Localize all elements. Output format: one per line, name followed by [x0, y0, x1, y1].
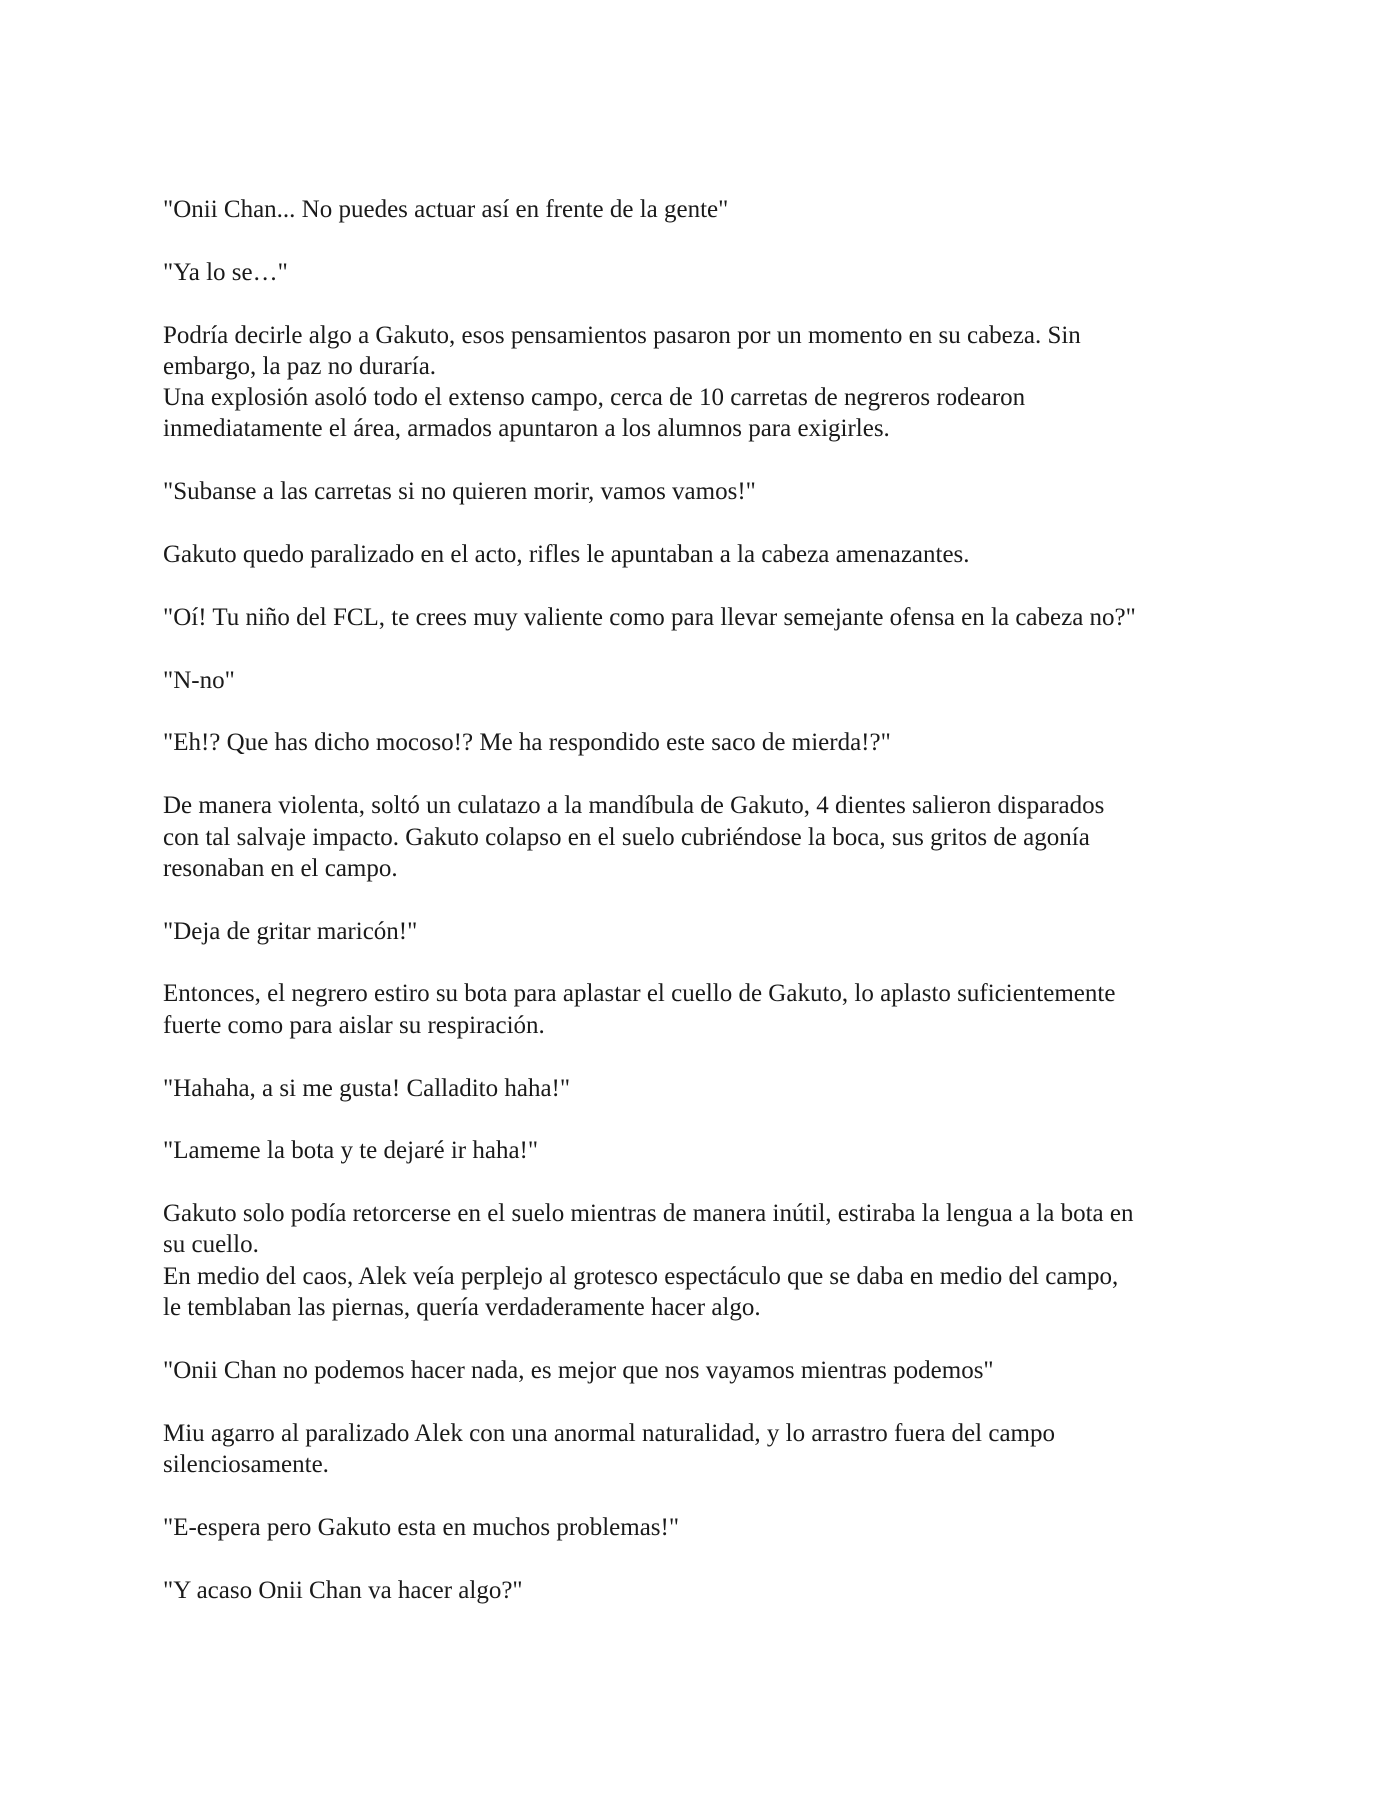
- paragraph: "Onii Chan... No puedes actuar así en frente de la gente": [163, 196, 729, 223]
- paragraph: "Y acaso Onii Chan va hacer algo?": [163, 1576, 523, 1604]
- paragraph: "Deja de gritar maricón!": [163, 917, 418, 945]
- paragraph: "N-no": [163, 666, 235, 694]
- paragraph: "E-espera pero Gakuto esta en muchos problemas!": [163, 1513, 680, 1541]
- paragraph: "Onii Chan no podemos hacer nada, es mejor que nos vayamos mientras podemos": [163, 1356, 994, 1384]
- paragraph: Miu agarro al paralizado Alek con una anormal naturalidad, y lo arrastro fuera del campo silenciosamente.: [163, 1419, 1055, 1478]
- paragraph: "Oí! Tu niño del FCL, te crees muy valiente como para llevar semejante ofensa en la cabeza no?": [163, 603, 1136, 631]
- paragraph: Entonces, el negrero estiro su bota para aplastar el cuello de Gakuto, lo aplasto suficientemente fuerte como para aislar su respiración.: [163, 980, 1116, 1039]
- document-body: [163, 194, 1243, 1637]
- paragraph: "Ya lo se…": [163, 258, 288, 286]
- paragraph: "Lameme la bota y te dejaré ir haha!": [163, 1137, 539, 1165]
- paragraph: Podría decirle algo a Gakuto, esos pensamientos pasaron por un momento en su cabeza. Sin embargo, la paz no duraría. Una explosión asoló todo el extenso campo, cerca de 10 carretas de negreros rodearon inmediatamente el área, armados apuntaron a los alumnos para exigirles.: [163, 321, 1081, 443]
- paragraph: Gakuto quedo paralizado en el acto, rifles le apuntaban a la cabeza amenazantes.: [163, 541, 970, 569]
- paragraph: De manera violenta, soltó un culatazo a la mandíbula de Gakuto, 4 dientes salieron disparados con tal salvaje impacto. Gakuto colapso en el suelo cubriéndose la boca, sus gritos de agonía resonaban en el campo.: [163, 792, 1105, 882]
- paragraph: "Eh!? Que has dicho mocoso!? Me ha respondido este saco de mierda!?": [163, 729, 891, 757]
- paragraph: "Subanse a las carretas si no quieren morir, vamos vamos!": [163, 478, 756, 506]
- paragraph: Gakuto solo podía retorcerse en el suelo mientras de manera inútil, estiraba la lengua a la bota en su cuello. En medio del caos, Alek veía perplejo al grotesco espectáculo que se daba en medio del campo, le temblaban las piernas, quería verdaderamente hacer algo.: [163, 1200, 1134, 1322]
- paragraph: "Hahaha, a si me gusta! Calladito haha!": [163, 1074, 571, 1102]
